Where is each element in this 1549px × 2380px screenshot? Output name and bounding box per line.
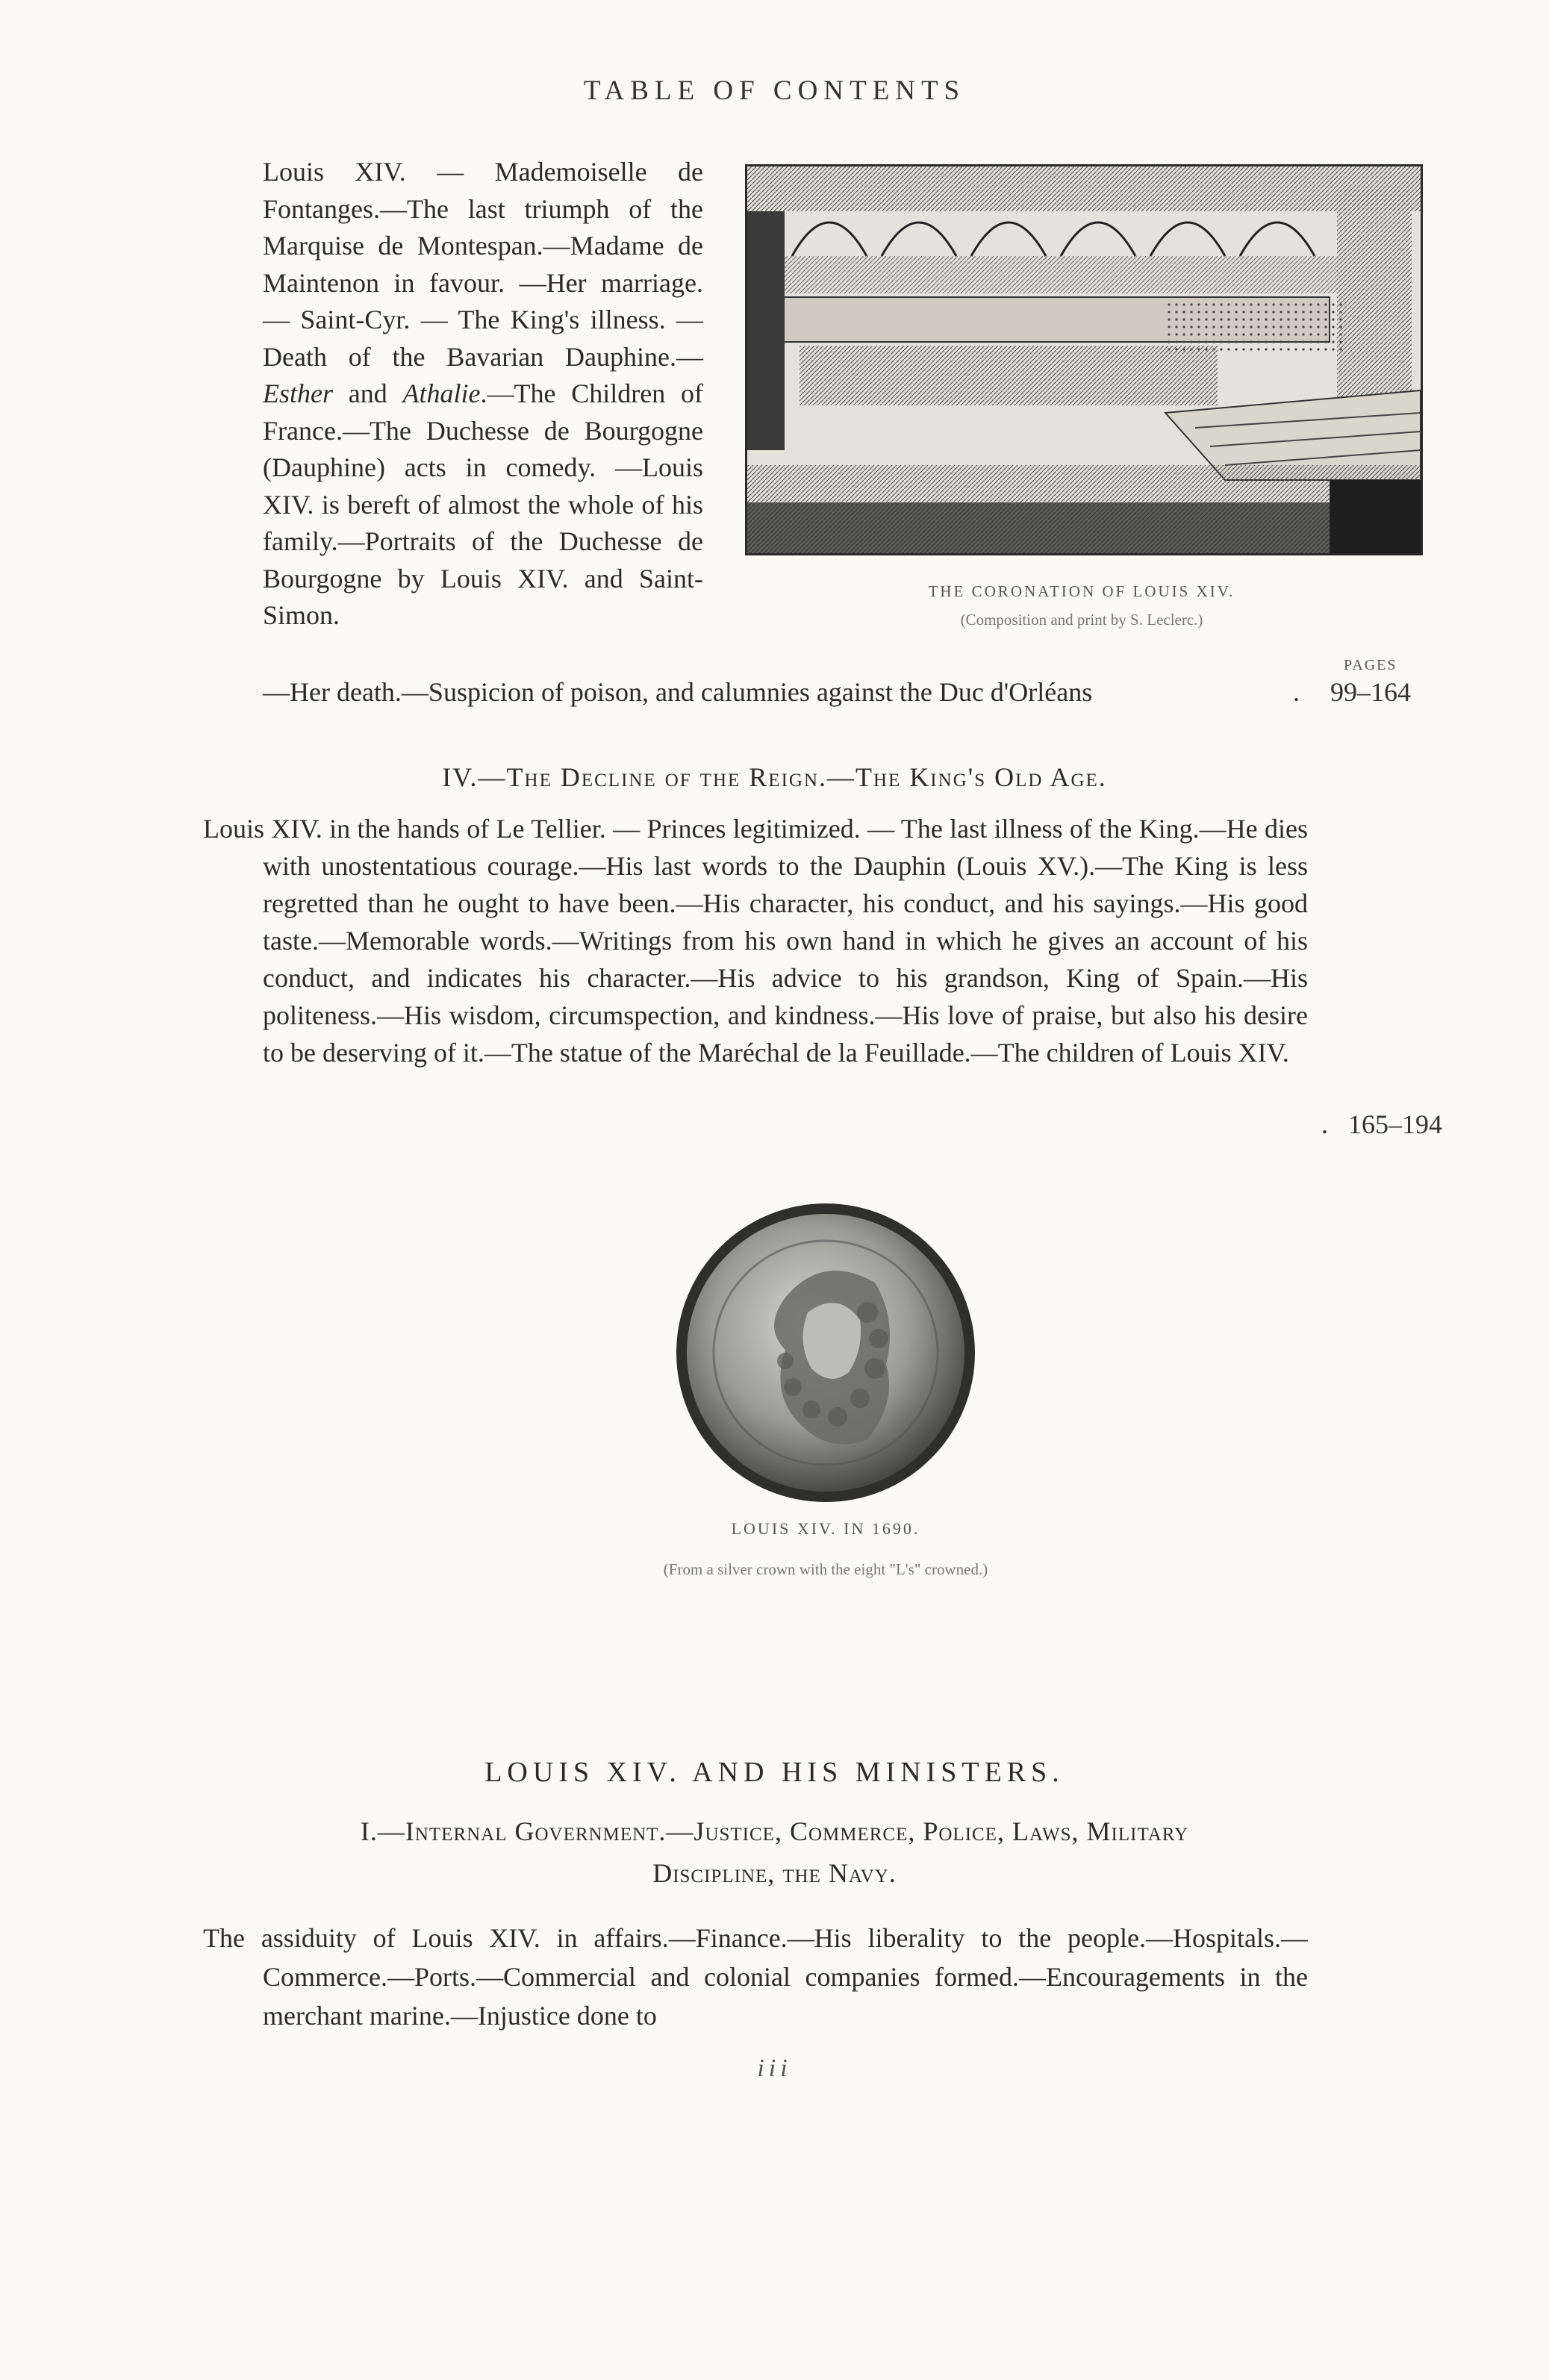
- pages-label: PAGES: [1344, 657, 1397, 673]
- running-head: TABLE OF CONTENTS: [583, 75, 966, 106]
- toc-entry-iii-text: [263, 154, 703, 635]
- leader-dot: .: [1293, 677, 1300, 707]
- title-athalie: Athalie: [402, 379, 481, 408]
- toc-entry-iv-text: [203, 810, 1308, 1071]
- section-iv-number: IV.—: [442, 762, 507, 792]
- coin-illustration: [673, 1200, 978, 1505]
- section-i-heading-line1: I.—Internal Government.—Justice, Commerce, Police, Laws, Military: [360, 1816, 1189, 1846]
- entry-text-a: Louis XIV. — Mademoiselle de Fontanges.—The last triumph of the Marquise de Montespan.—Madame de Maintenon in favour. —Her marriage. — Saint-Cyr. — The King's illness. — Death of the Bavarian Dauphine.—: [263, 157, 703, 372]
- coin-caption-title: LOUIS XIV. IN 1690.: [731, 1519, 920, 1538]
- coronation-illustration: [745, 164, 1423, 555]
- entry-i-paragraph: The assiduity of Louis XIV. in affairs.—Finance.—His liberality to the people.—Hospitals.—Commerce.—Ports.—Commercial and colonial companies formed.—Encouragements in the merchant marine.—Injustice done to: [203, 1923, 1308, 2031]
- page-range-iii: 99–164: [1330, 677, 1411, 707]
- silver-crown-coin-image: [673, 1200, 978, 1505]
- toc-entry-iii-last-line: [263, 674, 1427, 711]
- entry-iv-paragraph: Louis XIV. in the hands of Le Tellier. — Princes legitimized. — The last illness of the King.—He dies with unostentatious courage.—His last words to the Dauphin (Louis XV.).—The King is less regretted than he ought to have been.—His character, his conduct, and his sayings.—His good taste.—Memorable words.—Writings from his own hand in which he gives an account of his conduct, and indicates his character.—His advice to his grandson, King of Spain.—His politeness.—His wisdom, circumspection, and kindness.—His love of praise, but also his desire to be deserving of it.—The statue of the Maréchal de la Feuillade.—The children of Louis XIV.: [203, 814, 1308, 1068]
- entry-text-c: .—The Children of France.—The Duchesse de Bourgogne (Dauphine) acts in comedy. —Louis XIV. is bereft of almost the whole of his family.—Portraits of the Duchesse de Bourgogne by Louis XIV. and Saint-Simon.: [263, 379, 703, 630]
- toc-entry-i-text: [203, 1919, 1308, 2035]
- entry-text-b: and: [333, 379, 403, 408]
- section-iv-title: The Decline of the Reign.—The King's Old Age.: [506, 762, 1107, 792]
- section-i-heading-line2: Discipline, the Navy.: [652, 1858, 897, 1888]
- page-range-iv: 165–194: [1348, 1109, 1442, 1139]
- title-esther: Esther: [263, 379, 333, 408]
- part-heading: LOUIS XIV. AND HIS MINISTERS.: [484, 1757, 1065, 1788]
- toc-entry-iv-range: [1321, 1109, 1442, 1140]
- entry-last-line: —Her death.—Suspicion of poison, and calumnies against the Duc d'Orléans: [263, 677, 1093, 707]
- page-number: iii: [757, 2055, 792, 2082]
- section-iv-heading: [0, 761, 1549, 793]
- leader-dot: .: [1321, 1109, 1328, 1139]
- coronation-caption-title: THE CORONATION OF LOUIS XIV.: [928, 582, 1235, 600]
- coronation-engraving-image: [747, 166, 1421, 553]
- coronation-caption-credit: (Composition and print by S. Leclerc.): [960, 611, 1203, 629]
- coin-caption-credit: (From a silver crown with the eight "L's" crowned.): [663, 1560, 988, 1578]
